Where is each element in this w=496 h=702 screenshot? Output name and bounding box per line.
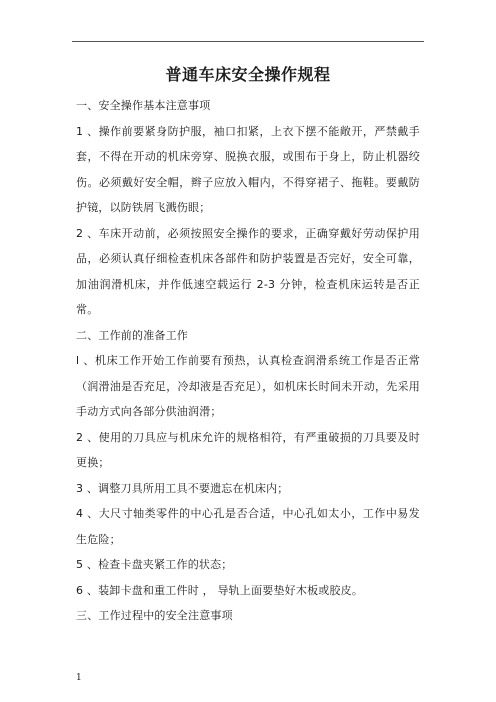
header-rule: [72, 41, 424, 42]
page-number: 1: [76, 673, 82, 683]
list-item: 6 、装卸卡盘和重工件时 ， 导轨上面要垫好木板或胶皮。: [76, 583, 364, 597]
list-item: l 、机床工作开始工作前要有预热，认真检查润滑系统工作是否正常（润滑油是否充足，冷却液是否充足），如机床长时间未开动，先采用手动方式向各部分供油润滑；: [76, 354, 420, 418]
section-heading: 二、工作前的准备工作: [76, 328, 188, 342]
list-item: 4 、大尺寸轴类零件的中心孔是否合适，中心孔如太小，工作中易发生危险；: [76, 507, 420, 546]
document-body: [76, 93, 420, 629]
document-title: 普通车床安全操作规程: [165, 65, 331, 84]
list-item: 1 、操作前要紧身防护服，袖口扣紧，上衣下摆不能敞开，严禁戴手套，不得在开动的机床旁穿、脱换衣服，或围布于身上，防止机器绞伤。必须戴好安全帽，辫子应放入帽内，不得穿裙子、拖鞋。要戴防护镜，以防铁屑飞溅伤眼；: [76, 124, 420, 214]
list-item: 3 、调整刀具所用工具不要遗忘在机床内；: [76, 481, 289, 495]
section-heading: 一、安全操作基本注意事项: [76, 99, 211, 112]
section-heading: 三、工作过程中的安全注意事项: [76, 609, 233, 622]
list-item: 2 、车床开动前，必须按照安全操作的要求，正确穿戴好劳动保护用品，必须认真仔细检查机床各部件和防护装置是否完好，安全可靠，加油润滑机床，并作低速空载运行 2-3 分钟，检查机床运转是否正常。: [76, 226, 420, 316]
list-item: 2 、使用的刀具应与机床允许的规格相符，有严重破损的刀具要及时更换；: [76, 430, 420, 469]
list-item: 5 、检查卡盘夹紧工作的状态；: [76, 558, 233, 571]
